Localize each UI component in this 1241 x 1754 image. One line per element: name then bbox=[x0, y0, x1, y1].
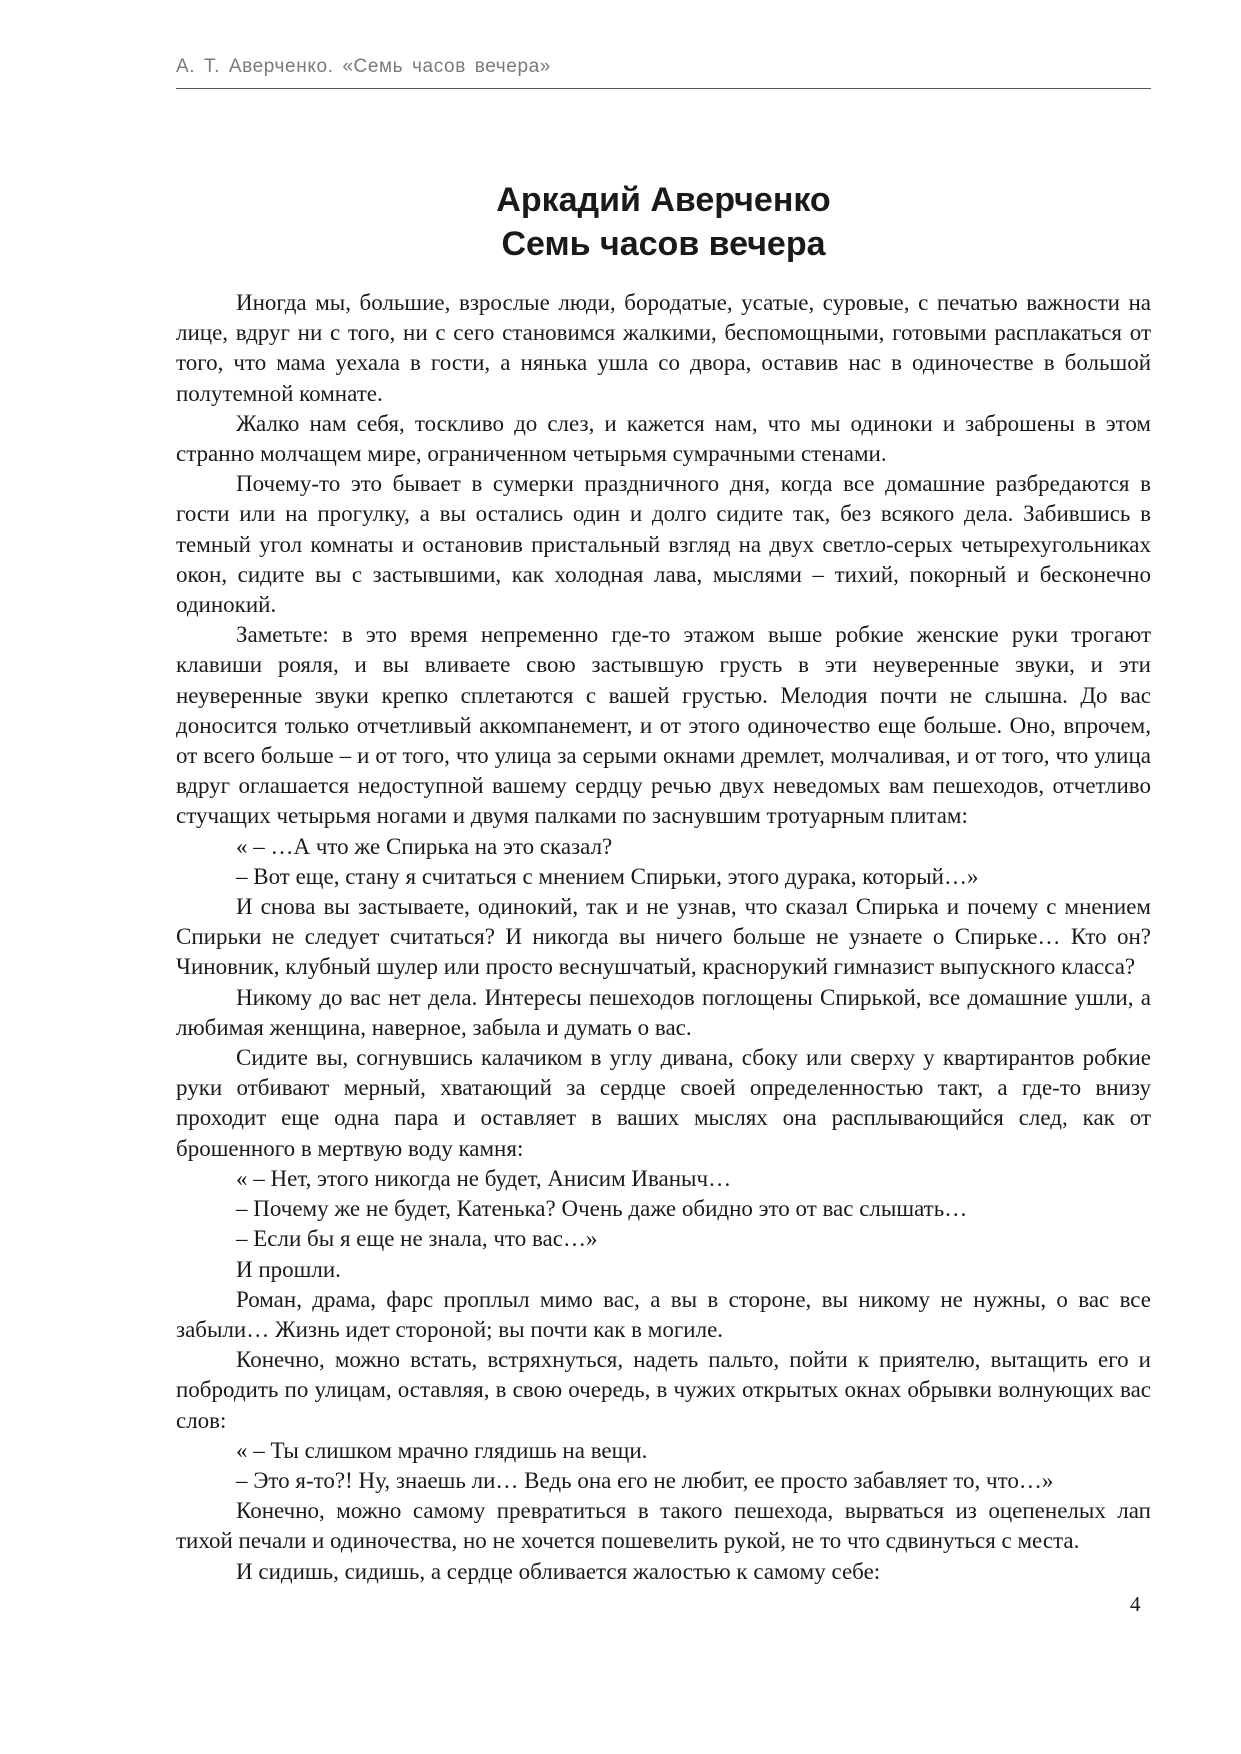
paragraph: Иногда мы, большие, взрослые люди, бородатые, усатые, суровые, с печатью важности на лице, вдруг ни с того, ни с сего становимся жалкими, беспомощными, готовыми расплакаться от того, что мама уехала в гости, а нянька ушла со двора, оставив нас в одиночестве в большой полутемной комнате. bbox=[176, 290, 1151, 406]
paragraph: И снова вы застываете, одинокий, так и не узнав, что сказал Спирька и почему с мнением Спирьки не следует считаться? И никогда вы ничего больше не узнаете о Спирьке… Кто он? Чиновник, клубный шулер или просто веснушчатый, краснорукий гимназист выпускного класса? bbox=[176, 894, 1151, 980]
paragraph: Жалко нам себя, тоскливо до слез, и кажется нам, что мы одиноки и заброшены в этом странно молчащем мире, ограниченном четырьмя сумрачными стенами. bbox=[176, 410, 1151, 467]
paragraph: – Если бы я еще не знала, что вас…» bbox=[236, 1226, 598, 1252]
paragraph: – Вот еще, стану я считаться с мнением Спирьки, этого дурака, который…» bbox=[236, 863, 979, 889]
paragraph: Заметьте: в это время непременно где-то этажом выше робкие женские руки трогают клавиши рояля, и вы вливаете свою застывшую грусть в эти неуверенные звуки, и эти неуверенные звуки крепко сплетаются с вашей грустью. Мелодия почти не слышна. До вас доносится только отчетливый аккомпанемент, и от этого одиночество еще больше. Оно, впрочем, от всего больше – и от того, что улица за серыми окнами дремлет, молчаливая, и от того, что улица вдруг оглашается недоступной вашему сердцу речью двух неведомых вам пешеходов, отчетливо стучащих четырьмя ногами и двумя палками по заснувшим тротуарным плитам: bbox=[176, 622, 1151, 829]
page-number: 4 bbox=[1130, 1592, 1141, 1616]
work-title: Семь часов вечера bbox=[501, 225, 826, 263]
paragraph: Конечно, можно самому превратиться в такого пешехода, вырваться из оцепенелых лап тихой печали и одиночества, но не хочется пошевелить рукой, не то что сдвинуться с места. bbox=[176, 1498, 1151, 1554]
paragraph: « – …А что же Спирька на это сказал? bbox=[236, 833, 613, 859]
header-divider bbox=[176, 88, 1151, 89]
paragraph: « – Нет, этого никогда не будет, Анисим Иваныч… bbox=[236, 1165, 732, 1191]
paragraph: Сидите вы, согнувшись калачиком в углу дивана, сбоку или сверху у квартирантов робкие руки отбивают мерный, хватающий за сердце своей определенностью такт, а где-то внизу проходит еще одна пара и оставляет в ваших мыслях она расплывающийся след, как от брошенного в мертвую воду камня: bbox=[176, 1045, 1151, 1161]
title-block bbox=[176, 178, 1151, 266]
body-text bbox=[176, 288, 1151, 1587]
paragraph: « – Ты слишком мрачно глядишь на вещи. bbox=[236, 1437, 648, 1463]
paragraph: – Это я-то?! Ну, знаешь ли… Ведь она его не любит, ее просто забавляет то, что…» bbox=[236, 1467, 1054, 1493]
paragraph: Конечно, можно встать, встряхнуться, надеть пальто, пойти к приятелю, вытащить его и побродить по улицам, оставляя, в свою очередь, в чужих открытых окнах обрывки волнующих вас слов: bbox=[176, 1347, 1151, 1433]
paragraph: Никому до вас нет дела. Интересы пешеходов поглощены Спирькой, все домашние ушли, а любимая женщина, наверное, забыла и думать о вас. bbox=[176, 984, 1151, 1040]
paragraph: И прошли. bbox=[236, 1256, 341, 1282]
paragraph: – Почему же не будет, Катенька? Очень даже обидно это от вас слышать… bbox=[236, 1196, 968, 1222]
running-header: А. Т. Аверченко. «Семь часов вечера» bbox=[176, 56, 551, 77]
author-name: Аркадий Аверченко bbox=[496, 181, 831, 219]
paragraph: Роман, драма, фарс проплыл мимо вас, а вы в стороне, вы никому не нужны, о вас все забыли… Жизнь идет стороной; вы почти как в могиле. bbox=[176, 1286, 1151, 1342]
paragraph: Почему-то это бывает в сумерки праздничного дня, когда все домашние разбредаются в гости или на прогулку, а вы остались один и долго сидите так, без всякого дела. Забившись в темный угол комнаты и остановив пристальный взгляд на двух светло-серых четырехугольниках окон, сидите вы с застывшими, как холодная лава, мыслями – тихий, покорный и бесконечно одинокий. bbox=[176, 471, 1151, 618]
paragraph: И сидишь, сидишь, а сердце обливается жалостью к самому себе: bbox=[236, 1558, 881, 1584]
